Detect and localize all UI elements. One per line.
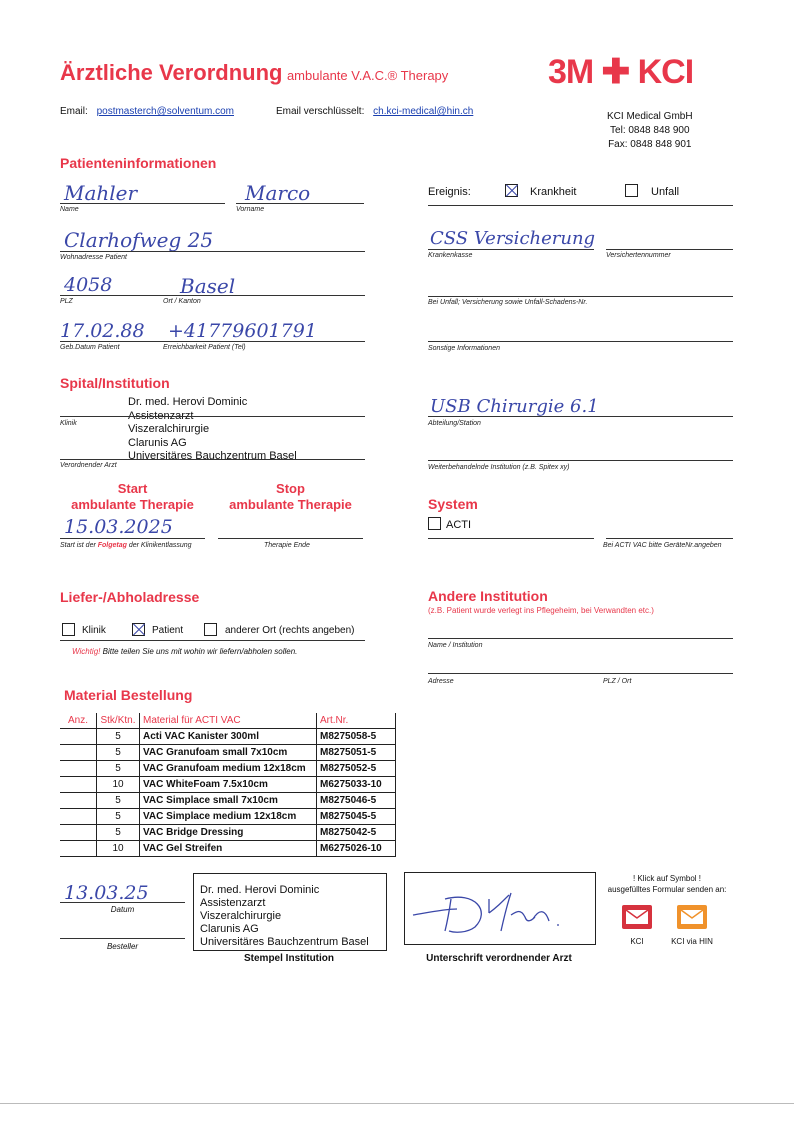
name-label: Name: [60, 206, 79, 213]
company-logo: [548, 52, 693, 92]
patient-phone-value[interactable]: +41779601791: [168, 320, 317, 342]
doctor-block: [128, 396, 297, 464]
table-row: [60, 761, 396, 777]
patient-name-value[interactable]: Mahler: [64, 181, 138, 205]
versichertennummer-label: Versichertennummer: [606, 252, 671, 259]
vorname-label: Vorname: [236, 206, 265, 213]
company-fax: Fax: 0848 848 901: [608, 139, 692, 150]
start-title-line2: ambulante Therapie: [71, 497, 194, 512]
kci-label: KCI: [630, 937, 644, 946]
system-note: Bei ACTI VAC bitte GeräteNr.angeben: [603, 542, 722, 549]
title-sub: ambulante V.A.C.® Therapy: [286, 68, 449, 83]
start-note-part1: Start ist der: [60, 542, 96, 549]
besteller-label: Besteller: [106, 942, 139, 951]
stop-title: [218, 481, 363, 513]
row-anz[interactable]: [60, 777, 97, 793]
patient-plz-value[interactable]: 4058: [64, 274, 113, 296]
stamp-line-center: Universitäres Bauchzentrum Basel: [200, 936, 369, 948]
row-material: VAC Simplace medium 12x18cm: [140, 809, 317, 825]
send-note: [604, 873, 730, 895]
arzt-label: Verordnender Arzt: [60, 462, 117, 469]
phone-label: Erreichbarkeit Patient (Tel): [163, 344, 246, 351]
email-encrypted-link[interactable]: ch.kci-medical@hin.ch: [373, 106, 474, 117]
table-row: [60, 729, 396, 745]
arzt-line: [60, 459, 365, 460]
dob-label: Geb.Datum Patient: [60, 344, 120, 351]
stop-line: [218, 538, 363, 539]
unfall-line: [428, 296, 733, 297]
row-material: Acti VAC Kanister 300ml: [140, 729, 317, 745]
start-title: [60, 481, 205, 513]
weiter-label: Weiterbehandelnde Institution (z.B. Spitex xy): [428, 464, 570, 471]
material-table: [60, 713, 396, 857]
row-anz[interactable]: [60, 761, 97, 777]
versichertennummer-line: [606, 249, 733, 250]
row-stk: 10: [97, 841, 140, 857]
start-note: [60, 542, 192, 549]
delivery-patient-checkbox[interactable]: [132, 623, 145, 636]
send-note-line2: ausgefülltes Formular senden an:: [607, 885, 727, 894]
start-note-part2: der Klinikentlassung: [128, 542, 192, 549]
abteilung-line: [428, 416, 733, 417]
row-stk: 5: [97, 761, 140, 777]
form-title: [60, 60, 448, 86]
system-line: [428, 538, 594, 539]
row-anz[interactable]: [60, 841, 97, 857]
klinik-label: Klinik: [60, 420, 77, 427]
institution-section-title: Spital/Institution: [60, 375, 170, 391]
delivery-klinik-label: Klinik: [82, 625, 106, 636]
row-stk: 5: [97, 809, 140, 825]
mail-kci-hin-icon[interactable]: [677, 905, 707, 929]
delivery-section-title: Liefer-/Abholadresse: [60, 589, 200, 605]
stamp-text: [200, 884, 369, 949]
row-material: VAC Simplace small 7x10cm: [140, 793, 317, 809]
krankheit-label: Krankheit: [530, 186, 577, 198]
table-row: [60, 825, 396, 841]
stamp-line-role: Assistenzarzt: [200, 897, 266, 909]
krankenkasse-label: Krankenkasse: [428, 252, 473, 259]
table-row: [60, 793, 396, 809]
row-art: M8275051-5: [317, 745, 396, 761]
doctor-line-company: Clarunis AG: [128, 436, 187, 449]
row-material: VAC Gel Streifen: [140, 841, 317, 857]
sonstige-label: Sonstige Informationen: [428, 345, 500, 352]
signature-box[interactable]: [404, 872, 596, 945]
doctor-line-dept: Viszeralchirurgie: [128, 423, 210, 435]
klinik-line: [60, 416, 365, 417]
plz-line: [60, 295, 365, 296]
stamp-line-name: Dr. med. Herovi Dominic: [200, 884, 320, 896]
email-row: [60, 106, 234, 117]
krankenkasse-line: [428, 249, 594, 250]
row-anz[interactable]: [60, 745, 97, 761]
start-line: [60, 538, 205, 539]
stamp-line-dept: Viszeralchirurgie: [200, 910, 282, 922]
material-header-row: [60, 713, 396, 729]
order-date-value[interactable]: 13.03.25: [64, 882, 149, 904]
col-material: Material für ACTI VAC: [140, 713, 317, 729]
row-stk: 5: [97, 745, 140, 761]
send-note-line1: ! Klick auf Symbol !: [632, 874, 702, 883]
table-row: [60, 745, 396, 761]
stamp-label: Stempel Institution: [244, 953, 334, 964]
stamp-line-company: Clarunis AG: [200, 923, 259, 935]
signature-label: Unterschrift verordnender Arzt: [426, 953, 572, 964]
address-line: [60, 251, 365, 252]
col-stk: Stk/Ktn.: [97, 713, 140, 729]
system-section-title: System: [428, 496, 478, 512]
row-art: M6275033-10: [317, 777, 396, 793]
ort-label: Ort / Kanton: [163, 298, 201, 305]
warning-text: Bitte teilen Sie uns mit wohin wir liefern/abholen sollen.: [102, 647, 298, 656]
title-main: Ärztliche Verordnung: [60, 60, 283, 85]
other-address-label: Adresse: [428, 678, 454, 685]
row-anz[interactable]: [60, 729, 97, 745]
doctor-line-role: Assistenzarzt: [128, 409, 194, 422]
col-art: Art.Nr.: [317, 713, 396, 729]
row-stk: 10: [97, 777, 140, 793]
row-stk: 5: [97, 825, 140, 841]
row-material: VAC WhiteFoam 7.5x10cm: [140, 777, 317, 793]
start-note-highlight: Folgetag: [97, 542, 127, 549]
delivery-patient-label: Patient: [152, 625, 184, 636]
stop-title-line1: Stop: [276, 481, 305, 496]
stop-title-line2: ambulante Therapie: [229, 497, 352, 512]
abteilung-label: Abteilung/Station: [428, 420, 481, 427]
email-link[interactable]: postmasterch@solventum.com: [96, 106, 234, 117]
acti-checkbox[interactable]: [428, 517, 441, 530]
col-anz: Anz.: [60, 713, 97, 729]
other-address-line: [428, 673, 733, 674]
name-line: [60, 203, 225, 204]
delivery-other-checkbox[interactable]: [204, 623, 217, 636]
stamp-box: [193, 873, 387, 951]
other-name-line: [428, 638, 733, 639]
company-contact: [607, 110, 693, 152]
row-art: M8275058-5: [317, 729, 396, 745]
delivery-line: [60, 640, 365, 641]
doctor-line-center: Universitäres Bauchzentrum Basel: [128, 450, 297, 462]
company-name: KCI Medical GmbH: [607, 111, 693, 122]
patient-address-value[interactable]: Clarhofweg 25: [64, 228, 214, 252]
unfall-label: Unfall: [651, 186, 680, 198]
weiter-line: [428, 460, 733, 461]
date-line: [60, 902, 185, 903]
row-material: VAC Granufoam medium 12x18cm: [140, 761, 317, 777]
warning-prefix: Wichtig!: [72, 647, 101, 656]
table-row: [60, 841, 396, 857]
signature-drawing: [405, 873, 595, 944]
doctor-line-name: Dr. med. Herovi Dominic: [128, 396, 248, 408]
row-art: M8275042-5: [317, 825, 396, 841]
envelope-icon: [677, 905, 707, 929]
row-material: VAC Granufoam small 7x10cm: [140, 745, 317, 761]
dob-line: [60, 341, 365, 342]
date-label: Datum: [110, 905, 135, 914]
row-art: M8275052-5: [317, 761, 396, 777]
start-date-value[interactable]: 15.03.2025: [64, 516, 173, 538]
patient-dob-value[interactable]: 17.02.88: [60, 320, 145, 342]
patient-ort-value[interactable]: Basel: [180, 274, 236, 298]
patient-vorname-value[interactable]: Marco: [245, 181, 311, 205]
email-encrypted-row: [276, 106, 473, 117]
envelope-icon: [622, 905, 652, 929]
start-title-line1: Start: [117, 481, 148, 496]
vorname-line: [236, 203, 364, 204]
abteilung-value[interactable]: USB Chirurgie 6.1: [430, 396, 599, 417]
row-stk: 5: [97, 793, 140, 809]
company-tel: Tel: 0848 848 900: [610, 125, 690, 136]
table-row: [60, 809, 396, 825]
row-stk: 5: [97, 729, 140, 745]
delivery-other-label: anderer Ort (rechts angeben): [225, 625, 355, 636]
krankheit-checkbox[interactable]: [505, 184, 518, 197]
krankenkasse-value[interactable]: CSS Versicherung: [430, 228, 596, 249]
other-institution-title: Andere Institution: [428, 588, 548, 604]
row-anz[interactable]: [60, 825, 97, 841]
patient-section-title: Patienteninformationen: [60, 155, 217, 171]
email-encrypted-label: Email verschlüsselt:: [276, 106, 365, 117]
other-name-label: Name / Institution: [428, 642, 483, 649]
table-row: [60, 777, 396, 793]
kci-hin-label: KCI via HIN: [671, 937, 713, 946]
unfall-info-label: Bei Unfall; Versicherung sowie Unfall-Schadens-Nr.: [428, 299, 588, 306]
unfall-checkbox[interactable]: [625, 184, 638, 197]
event-line: [428, 205, 733, 206]
row-anz[interactable]: [60, 809, 97, 825]
address-label: Wohnadresse Patient: [60, 254, 127, 261]
event-label: Ereignis:: [428, 186, 471, 198]
delivery-warning: [72, 647, 297, 656]
row-material: VAC Bridge Dressing: [140, 825, 317, 841]
row-art: M8275045-5: [317, 809, 396, 825]
delivery-klinik-checkbox[interactable]: [62, 623, 75, 636]
mail-kci-icon[interactable]: [622, 905, 652, 929]
besteller-line: [60, 938, 185, 939]
other-institution-note: (z.B. Patient wurde verlegt ins Pflegeheim, bei Verwandten etc.): [428, 606, 654, 615]
row-anz[interactable]: [60, 793, 97, 809]
plz-label: PLZ: [60, 298, 73, 305]
sonstige-line: [428, 341, 733, 342]
other-plz-label: PLZ / Ort: [603, 678, 632, 685]
email-label: Email:: [60, 106, 88, 117]
material-section-title: Material Bestellung: [64, 687, 193, 703]
geraete-line: [606, 538, 733, 539]
row-art: M6275026-10: [317, 841, 396, 857]
stop-label: Therapie Ende: [264, 542, 310, 549]
acti-label: ACTI: [446, 519, 472, 531]
row-art: M8275046-5: [317, 793, 396, 809]
logo-text: 3M ✚ KCI: [548, 53, 694, 91]
page-bottom-rule: [0, 1103, 794, 1104]
